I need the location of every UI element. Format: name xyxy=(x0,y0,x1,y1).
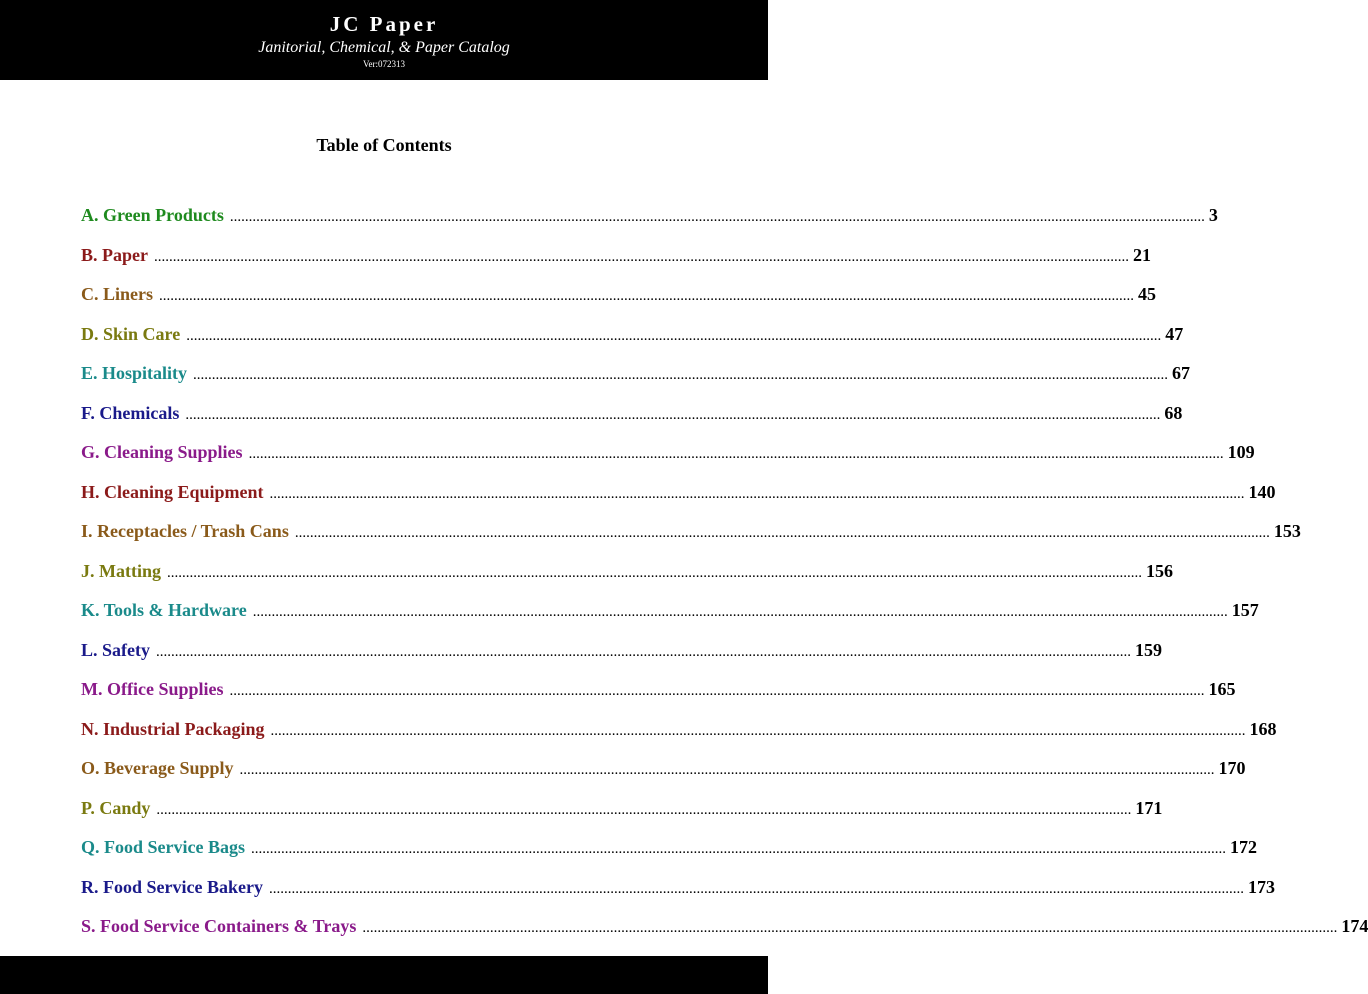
dot-leader: .................................................................................................................................................................................................................................................................... xyxy=(154,248,1129,265)
toc-entry-page-number: 165 xyxy=(1208,679,1236,699)
page-footer xyxy=(0,956,768,994)
dot-leader: .................................................................................................................................................................................................................................................................... xyxy=(362,920,1338,936)
toc-entry-label[interactable]: P. Candy xyxy=(81,797,151,818)
dot-leader: .................................................................................................................................................................................................................................................................... xyxy=(159,288,1134,304)
toc-entry[interactable] xyxy=(81,240,1151,280)
toc-entry-label[interactable]: E. Hospitality xyxy=(81,363,188,383)
toc-entry-label[interactable]: S. Food Service Containers & Trays xyxy=(81,916,357,936)
dot-leader: .................................................................................................................................................................................................................................................................... xyxy=(268,880,1244,897)
page-header xyxy=(0,0,768,80)
toc-entry-page-number: 67 xyxy=(1172,363,1191,383)
toc-entry-label[interactable]: G. Cleaning Supplies xyxy=(81,442,243,462)
toc-entry-label[interactable]: N. Industrial Packaging xyxy=(81,718,265,739)
toc-entry[interactable] xyxy=(81,358,1191,398)
dot-leader: .................................................................................................................................................................................................................................................................... xyxy=(229,683,1205,699)
toc-list xyxy=(81,200,1368,951)
toc-entry-label[interactable]: F. Chemicals xyxy=(81,402,180,423)
toc-entry[interactable] xyxy=(81,714,1277,754)
toc-entry-label[interactable]: M. Office Supplies xyxy=(81,679,224,699)
toc-entry-label[interactable]: B. Paper xyxy=(81,244,148,265)
toc-entry[interactable] xyxy=(81,200,1218,240)
toc-entry-page-number: 174 xyxy=(1341,916,1368,936)
toc-entry-page-number: 47 xyxy=(1165,323,1184,344)
catalog-subtitle: Janitorial, Chemical, & Paper Catalog xyxy=(258,39,510,56)
toc-entry-page-number: 109 xyxy=(1227,442,1255,462)
toc-entry[interactable] xyxy=(81,753,1246,793)
toc-entry-label[interactable]: R. Food Service Bakery xyxy=(81,876,263,897)
toc-entry-page-number: 153 xyxy=(1273,521,1301,541)
toc-entry[interactable] xyxy=(81,793,1163,833)
toc-entry-page-number: 140 xyxy=(1248,481,1276,502)
toc-title: Table of Contents xyxy=(316,135,452,155)
toc-entry-page-number: 159 xyxy=(1135,639,1162,660)
toc-entry[interactable] xyxy=(81,437,1255,477)
toc-entry-label[interactable]: L. Safety xyxy=(81,639,150,660)
toc-entry[interactable] xyxy=(81,832,1257,872)
toc-entry-label[interactable]: K. Tools & Hardware xyxy=(81,600,247,620)
toc-entry[interactable] xyxy=(81,872,1275,912)
dot-leader: .................................................................................................................................................................................................................................................................... xyxy=(248,446,1224,462)
toc-entry[interactable] xyxy=(81,516,1301,556)
toc-entry-page-number: 68 xyxy=(1164,402,1183,423)
dot-leader: .................................................................................................................................................................................................................................................................... xyxy=(156,801,1132,818)
toc-entry-label[interactable]: O. Beverage Supply xyxy=(81,758,234,778)
toc-entry-label[interactable]: A. Green Products xyxy=(81,205,224,225)
dot-leader: .................................................................................................................................................................................................................................................................... xyxy=(167,564,1142,581)
version-label: Ver:072313 xyxy=(363,59,405,69)
toc-entry-page-number: 156 xyxy=(1146,560,1173,581)
toc-entry-page-number: 157 xyxy=(1231,600,1259,620)
toc-entry[interactable] xyxy=(81,911,1368,951)
toc-entry[interactable] xyxy=(81,556,1173,596)
toc-entry-page-number: 172 xyxy=(1230,837,1257,857)
toc-entry-page-number: 173 xyxy=(1247,876,1275,897)
toc-entry-label[interactable]: I. Receptacles / Trash Cans xyxy=(81,521,289,541)
dot-leader: .................................................................................................................................................................................................................................................................... xyxy=(185,406,1161,423)
dot-leader: .................................................................................................................................................................................................................................................................... xyxy=(270,722,1246,739)
toc-entry-label[interactable]: H. Cleaning Equipment xyxy=(81,481,264,502)
dot-leader: .................................................................................................................................................................................................................................................................... xyxy=(239,762,1215,778)
toc-entry-page-number: 3 xyxy=(1208,205,1218,225)
toc-entry-label[interactable]: J. Matting xyxy=(81,560,161,581)
toc-entry[interactable] xyxy=(81,595,1259,635)
toc-entry-page-number: 170 xyxy=(1218,758,1246,778)
dot-leader: .................................................................................................................................................................................................................................................................... xyxy=(156,643,1131,660)
toc-entry-label[interactable]: D. Skin Care xyxy=(81,323,181,344)
brand-name: JC Paper xyxy=(329,12,439,36)
dot-leader: .................................................................................................................................................................................................................................................................... xyxy=(269,485,1245,502)
toc-entry[interactable] xyxy=(81,635,1162,675)
dot-leader: .................................................................................................................................................................................................................................................................... xyxy=(193,367,1169,383)
toc-entry[interactable] xyxy=(81,279,1156,319)
toc-entry-page-number: 45 xyxy=(1138,284,1156,304)
toc-entry[interactable] xyxy=(81,674,1236,714)
dot-leader: .................................................................................................................................................................................................................................................................... xyxy=(294,525,1270,541)
dot-leader: .................................................................................................................................................................................................................................................................... xyxy=(229,209,1205,225)
toc-entry-page-number: 168 xyxy=(1249,718,1277,739)
dot-leader: .................................................................................................................................................................................................................................................................... xyxy=(252,604,1228,620)
toc-entry-page-number: 21 xyxy=(1133,244,1151,265)
dot-leader: .................................................................................................................................................................................................................................................................... xyxy=(186,327,1162,344)
toc-entry-label[interactable]: Q. Food Service Bags xyxy=(81,837,245,857)
toc-entry-page-number: 171 xyxy=(1135,797,1163,818)
toc-entry[interactable] xyxy=(81,398,1183,438)
toc-entry[interactable] xyxy=(81,319,1184,359)
toc-entry[interactable] xyxy=(81,477,1276,517)
toc-entry-label[interactable]: C. Liners xyxy=(81,284,153,304)
dot-leader: .................................................................................................................................................................................................................................................................... xyxy=(251,841,1226,857)
